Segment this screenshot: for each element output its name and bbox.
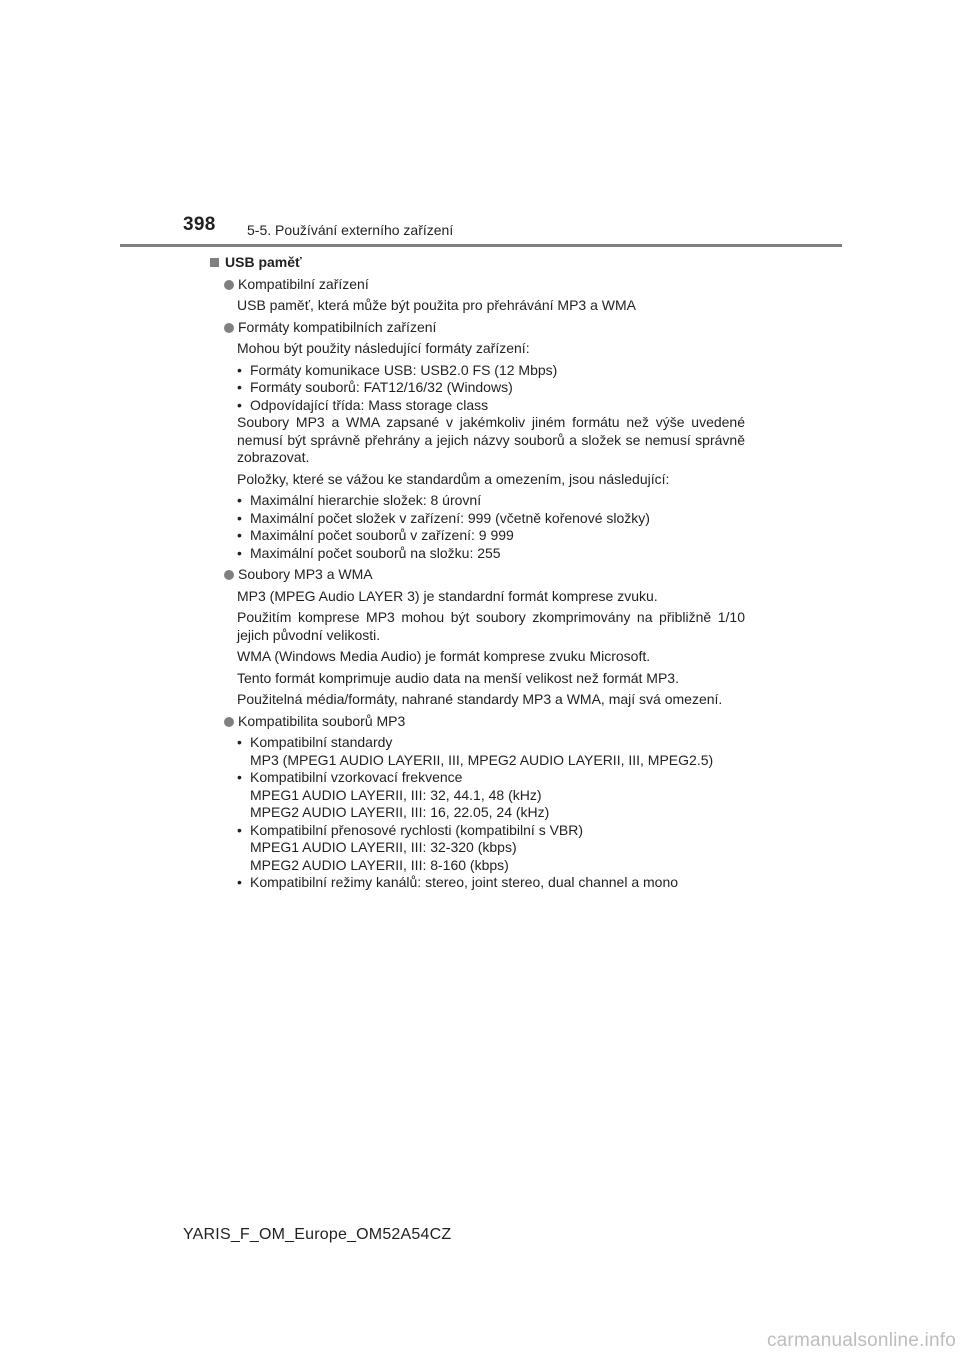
- topic-title: Soubory MP3 a WMA: [238, 566, 373, 582]
- paragraph: WMA (Windows Media Audio) je formát komprese zvuku Microsoft.: [237, 648, 651, 664]
- list-item: • Odpovídající třída: Mass storage class: [237, 397, 745, 415]
- paragraph: MP3 (MPEG Audio LAYER 3) je standardní formát komprese zvuku.: [237, 587, 658, 604]
- list-item: • Maximální počet souborů na složku: 255: [237, 545, 745, 563]
- section-heading: [210, 254, 745, 272]
- circle-bullet-icon: [224, 570, 234, 580]
- circle-bullet-icon: [224, 323, 234, 333]
- topic-title: Formáty kompatibilních zařízení: [238, 318, 437, 335]
- format-list: [237, 362, 745, 467]
- list-item: • Kompatibilní přenosové rychlosti (kompatibilní s VBR): [237, 822, 745, 840]
- list-item-detail: MP3 (MPEG1 AUDIO LAYERII, III, MPEG2 AUDIO LAYERII, III, MPEG2.5): [250, 751, 714, 768]
- paragraph: Použitelná média/formáty, nahrané standardy MP3 a WMA, mají svá omezení.: [237, 691, 723, 707]
- footer-doc-code: YARIS_F_OM_Europe_OM52A54CZ: [183, 1226, 452, 1243]
- list-item-detail: MPEG2 AUDIO LAYERII, III: 8-160 (kbps): [250, 856, 509, 873]
- paragraph: Mohou být použity následující formáty zařízení:: [237, 340, 530, 356]
- list-item: • Kompatibilní standardy: [237, 734, 745, 752]
- topic-title: Kompatibilita souborů MP3: [238, 712, 406, 729]
- list-item: • Formáty souborů: FAT12/16/32 (Windows): [237, 379, 745, 397]
- list-item: • Maximální hierarchie složek: 8 úrovní: [237, 492, 745, 510]
- topic-heading: [223, 319, 745, 337]
- limits-list: [237, 492, 745, 562]
- header-rule: [120, 244, 842, 247]
- topic-heading: [223, 566, 745, 584]
- list-item: • Maximální počet souborů v zařízení: 9 999: [237, 527, 745, 545]
- list-item: • Kompatibilní režimy kanálů: stereo, joint stereo, dual channel a mono: [237, 874, 745, 892]
- circle-bullet-icon: [224, 717, 234, 727]
- list-item: • Kompatibilní vzorkovací frekvence: [237, 769, 745, 787]
- topic-title: Kompatibilní zařízení: [238, 275, 369, 292]
- list-item-detail: MPEG1 AUDIO LAYERII, III: 32-320 (kbps): [250, 839, 517, 855]
- list-item: • Maximální počet složek v zařízení: 999 (včetně kořenové složky): [237, 510, 745, 528]
- list-item: • Formáty komunikace USB: USB2.0 FS (12 Mbps): [237, 362, 745, 380]
- paragraph: Tento formát komprimuje audio data na menší velikost než formát MP3.: [237, 669, 679, 686]
- paragraph: Položky, které se vážou ke standardům a omezením, jsou následující:: [237, 470, 670, 487]
- list-item-detail: MPEG1 AUDIO LAYERII, III: 32, 44.1, 48 (kHz): [250, 786, 542, 803]
- section-title: USB paměť: [225, 254, 302, 270]
- list-item-detail: MPEG2 AUDIO LAYERII, III: 16, 22.05, 24 (kHz): [250, 804, 550, 820]
- note-paragraph: Soubory MP3 a WMA zapsané v jakémkoliv jiném formátu než výše uvedené nemusí být správně přehrány a jejich názvy souborů a složek se nemusí správně zobrazovat.: [237, 414, 745, 465]
- watermark: carmanualsonline.info: [766, 1330, 956, 1351]
- circle-bullet-icon: [224, 280, 234, 290]
- topic-heading: [223, 276, 745, 294]
- running-head: 5-5. Používání externího zařízení: [247, 222, 454, 238]
- paragraph: USB paměť, která může být použita pro přehrávání MP3 a WMA: [237, 297, 636, 313]
- compat-list: [237, 734, 745, 892]
- paragraph: Použitím komprese MP3 mohou být soubory zkomprimovány na přibližně 1/10 jejich původní velikosti.: [237, 609, 745, 643]
- page-content: [210, 254, 745, 896]
- square-bullet-icon: [210, 258, 219, 267]
- topic-heading: [223, 713, 745, 731]
- page-number: 398: [183, 214, 216, 235]
